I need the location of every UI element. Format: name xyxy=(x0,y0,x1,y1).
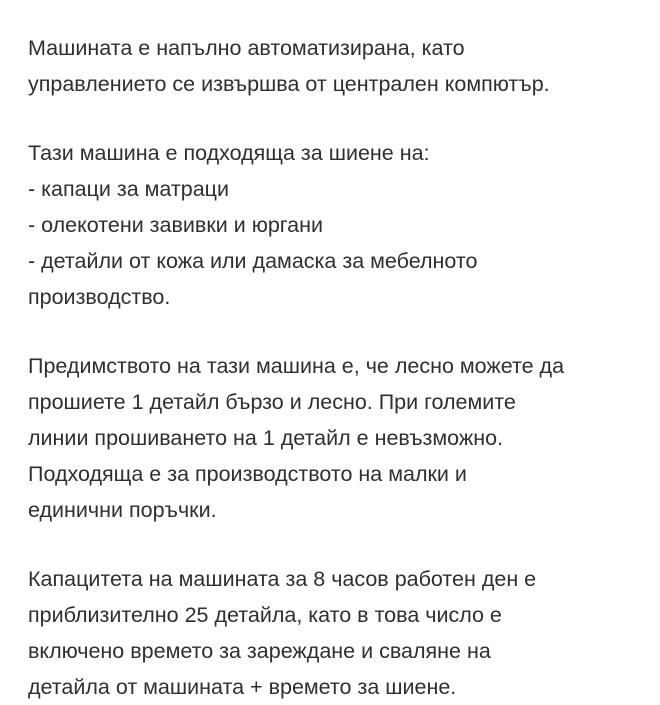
list-item: - детайли от кожа или дамаска за мебелното xyxy=(28,249,478,273)
text-line: включено времето за зареждане и сваляне на xyxy=(28,639,491,663)
text-line: приблизително 25 детайла, като в това число е xyxy=(28,603,502,627)
text-line: Машината е напълно автоматизирана, като xyxy=(28,36,465,60)
text-line: Тази машина е подходяща за шиене на: xyxy=(28,141,430,165)
paragraph-advantage xyxy=(28,348,638,528)
paragraph-suitable-for xyxy=(28,135,638,315)
text-line: единични поръчки. xyxy=(28,498,217,522)
text-line: прошиете 1 детайл бързо и лесно. При големите xyxy=(28,390,516,414)
text-line: производство. xyxy=(28,285,171,309)
list-item: - олекотени завивки и юргани xyxy=(28,213,324,237)
list-item: - капаци за матраци xyxy=(28,177,230,201)
paragraph-capacity xyxy=(28,561,638,705)
text-line: линии прошиването на 1 детайл е невъзможно. xyxy=(28,426,504,450)
text-line: Подходяща е за производството на малки и xyxy=(28,462,467,486)
text-line: управлението се извършва от централен компютър. xyxy=(28,72,550,96)
text-line: Предимството на тази машина е, че лесно можете да xyxy=(28,354,565,378)
text-line: детайла от машината + времето за шиене. xyxy=(28,675,457,699)
text-line: Капацитета на машината за 8 часов работен ден е xyxy=(28,567,537,591)
paragraph-automation xyxy=(28,30,638,102)
